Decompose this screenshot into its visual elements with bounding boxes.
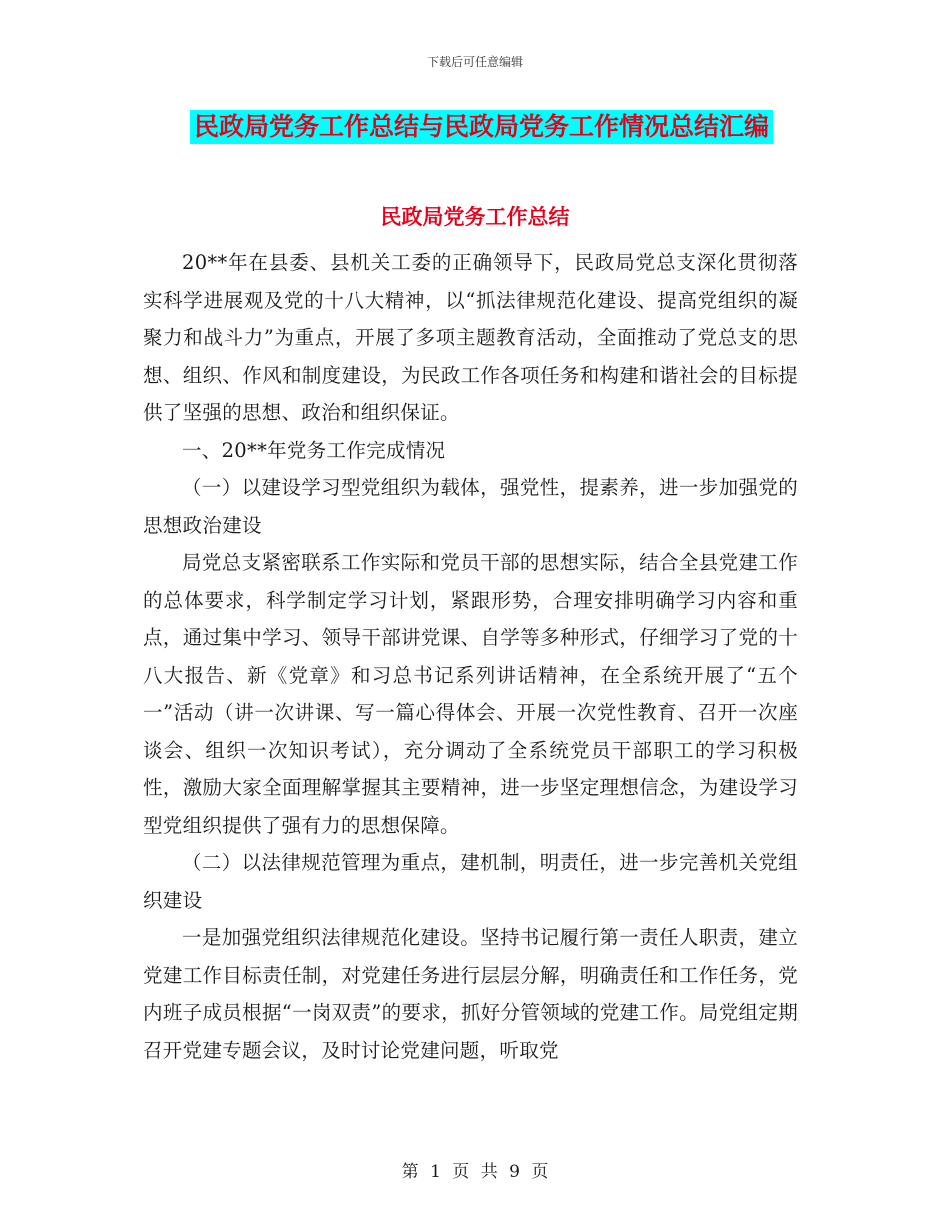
paragraph-study: 局党总支紧密联系工作实际和党员干部的思想实际，结合全县党建工作的总体要求，科学制定学习计划，紧跟形势，合理安排明确学习内容和重点，通过集中学习、领导干部讲党课、自学等多种形式，仔细学习了党的十八大报告、新《党章》和习总书记系列讲话精神，在全系统开展了“五个一”活动（讲一次讲课、写一篇心得体会、开展一次党性教育、召开一次座谈会、组织一次知识考试），充分调动了全系统党员干部职工的学习积极性，激励大家全面理解掌握其主要精神，进一步坚定理想信念，为建设学习型党组织提供了强有力的思想保障。	[143, 551, 798, 837]
heading-subsection-1: （一）以建设学习型党组织为载体，强党性，提素养，进一步加强党的思想政治建设	[143, 476, 798, 537]
page-number: 第 1 页 共 9 页	[401, 1162, 549, 1182]
main-title-container	[190, 110, 773, 144]
main-title: 民政局党务工作总结与民政局党务工作情况总结汇编	[190, 110, 773, 144]
section-title: 民政局党务工作总结	[380, 205, 570, 229]
paragraph-intro: 20**年在县委、县机关工委的正确领导下，民政局党总支深化贯彻落实科学进展观及党的十八大精神，以“抓法律规范化建设、提高党组织的凝聚力和战斗力”为重点，开展了多项主题教育活动，全面推动了党总支的思想、组织、作风和制度建设，为民政工作各项任务和构建和谐社会的目标提供了坚强的思想、政治和组织保证。	[143, 251, 798, 424]
page-header-note: 下载后可任意编辑	[426, 55, 523, 69]
heading-section-1: 一、20**年党务工作完成情况	[182, 438, 446, 462]
heading-subsection-2: （二）以法律规范管理为重点，建机制，明责任，进一步完善机关党组织建设	[143, 851, 798, 912]
document-body	[143, 244, 798, 1069]
paragraph-organization: 一是加强党组织法律规范化建设。坚持书记履行第一责任人职责，建立党建工作目标责任制，对党建任务进行层层分解，明确责任和工作任务，党内班子成员根据“一岗双责”的要求，抓好分管领域的党建工作。局党组定期召开党建专题会议，及时讨论党建问题，听取党	[143, 926, 798, 1062]
